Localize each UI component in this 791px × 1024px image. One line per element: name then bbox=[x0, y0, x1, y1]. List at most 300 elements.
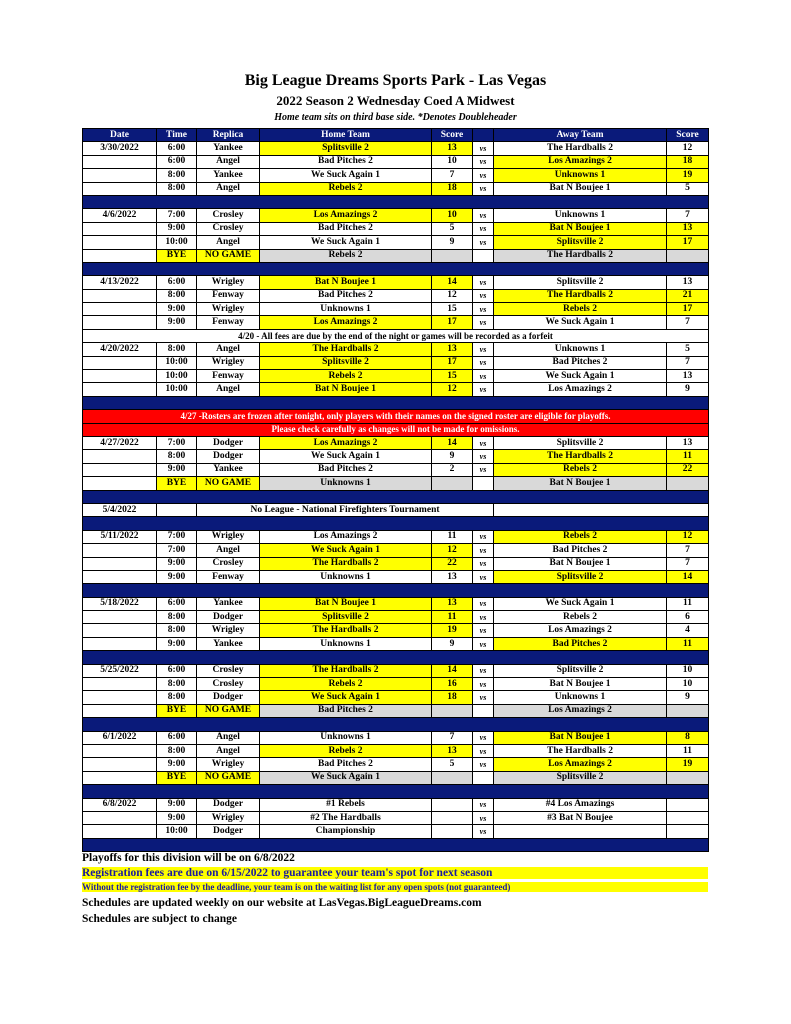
versus-label: vs bbox=[473, 169, 494, 182]
no-league-text: No League - National Firefighters Tournament bbox=[197, 503, 494, 516]
versus-label: vs bbox=[473, 637, 494, 650]
home-score: 14 bbox=[432, 664, 473, 677]
home-score: 7 bbox=[432, 731, 473, 744]
game-date: 3/30/2022 bbox=[83, 142, 157, 155]
versus-label: vs bbox=[473, 463, 494, 476]
home-score: 13 bbox=[432, 142, 473, 155]
away-score: 14 bbox=[667, 570, 709, 583]
page-title: Big League Dreams Sports Park - Las Vegas bbox=[244, 72, 547, 89]
home-team: Bat N Boujee 1 bbox=[260, 383, 432, 396]
game-date bbox=[83, 477, 157, 490]
away-score bbox=[667, 771, 709, 784]
schedule-table bbox=[82, 128, 709, 852]
roster-alert-row bbox=[83, 423, 709, 436]
versus-label: vs bbox=[473, 611, 494, 624]
home-team: Bat N Boujee 1 bbox=[260, 276, 432, 289]
game-time: 6:00 bbox=[157, 597, 197, 610]
home-team: Rebels 2 bbox=[260, 249, 432, 262]
column-header-vs bbox=[473, 129, 494, 142]
home-team: Rebels 2 bbox=[260, 744, 432, 757]
versus-label bbox=[473, 477, 494, 490]
field-name: Angel bbox=[197, 236, 260, 249]
versus-label: vs bbox=[473, 236, 494, 249]
game-row bbox=[83, 664, 709, 677]
away-score: 9 bbox=[667, 383, 709, 396]
game-time: 10:00 bbox=[157, 356, 197, 369]
home-score: 13 bbox=[432, 570, 473, 583]
away-score: 17 bbox=[667, 303, 709, 316]
versus-label: vs bbox=[473, 155, 494, 168]
field-name: Dodger bbox=[197, 611, 260, 624]
game-time: 9:00 bbox=[157, 570, 197, 583]
home-team: We Suck Again 1 bbox=[260, 544, 432, 557]
home-score bbox=[432, 249, 473, 262]
versus-label: vs bbox=[473, 825, 494, 838]
game-time: 7:00 bbox=[157, 436, 197, 449]
bye-label: BYE bbox=[157, 477, 197, 490]
game-row bbox=[83, 798, 709, 811]
away-score: 7 bbox=[667, 316, 709, 329]
field-name: Fenway bbox=[197, 316, 260, 329]
field-name: Angel bbox=[197, 744, 260, 757]
away-score: 19 bbox=[667, 758, 709, 771]
versus-label: vs bbox=[473, 303, 494, 316]
game-row bbox=[83, 343, 709, 356]
game-time: 10:00 bbox=[157, 370, 197, 383]
game-row bbox=[83, 731, 709, 744]
versus-label: vs bbox=[473, 450, 494, 463]
home-team: Bad Pitches 2 bbox=[260, 155, 432, 168]
away-team: Splitsville 2 bbox=[494, 276, 667, 289]
away-team: The Hardballs 2 bbox=[494, 249, 667, 262]
versus-label: vs bbox=[473, 570, 494, 583]
field-name: Dodger bbox=[197, 450, 260, 463]
field-name: Yankee bbox=[197, 142, 260, 155]
home-score: 2 bbox=[432, 463, 473, 476]
away-team: Splitsville 2 bbox=[494, 664, 667, 677]
home-score bbox=[432, 704, 473, 717]
versus-label: vs bbox=[473, 530, 494, 543]
home-score: 19 bbox=[432, 624, 473, 637]
away-score bbox=[667, 477, 709, 490]
game-date bbox=[83, 303, 157, 316]
column-header-home-team: Home Team bbox=[260, 129, 432, 142]
home-score: 15 bbox=[432, 303, 473, 316]
home-score: 5 bbox=[432, 758, 473, 771]
game-row bbox=[83, 570, 709, 583]
versus-label: vs bbox=[473, 289, 494, 302]
home-score: 13 bbox=[432, 597, 473, 610]
game-date bbox=[83, 463, 157, 476]
versus-label: vs bbox=[473, 356, 494, 369]
schedule-body bbox=[83, 142, 709, 852]
field-name: Wrigley bbox=[197, 624, 260, 637]
away-team: Bad Pitches 2 bbox=[494, 356, 667, 369]
game-time: 8:00 bbox=[157, 624, 197, 637]
away-team: Bad Pitches 2 bbox=[494, 544, 667, 557]
bye-row bbox=[83, 771, 709, 784]
game-row bbox=[83, 557, 709, 570]
home-team: Bad Pitches 2 bbox=[260, 463, 432, 476]
game-time: 6:00 bbox=[157, 664, 197, 677]
away-team: Splitsville 2 bbox=[494, 436, 667, 449]
game-date bbox=[83, 637, 157, 650]
week-separator bbox=[83, 718, 709, 731]
away-team: The Hardballs 2 bbox=[494, 289, 667, 302]
field-name: Angel bbox=[197, 343, 260, 356]
game-date bbox=[83, 249, 157, 262]
versus-label bbox=[473, 704, 494, 717]
away-team: The Hardballs 2 bbox=[494, 450, 667, 463]
separator-cell bbox=[83, 838, 709, 851]
game-time: 7:00 bbox=[157, 209, 197, 222]
week-separator bbox=[83, 651, 709, 664]
game-date bbox=[83, 611, 157, 624]
game-date bbox=[83, 182, 157, 195]
field-name: Angel bbox=[197, 383, 260, 396]
game-time: 8:00 bbox=[157, 169, 197, 182]
field-name: Fenway bbox=[197, 570, 260, 583]
field-name: Yankee bbox=[197, 169, 260, 182]
away-team: Unknowns 1 bbox=[494, 169, 667, 182]
week-separator bbox=[83, 262, 709, 275]
game-time: 8:00 bbox=[157, 182, 197, 195]
away-team: Los Amazings 2 bbox=[494, 624, 667, 637]
home-score: 22 bbox=[432, 557, 473, 570]
away-team: #3 Bat N Boujee bbox=[494, 811, 667, 824]
game-date bbox=[83, 704, 157, 717]
away-team: Bat N Boujee 1 bbox=[494, 182, 667, 195]
week-separator bbox=[83, 838, 709, 851]
home-team: Bad Pitches 2 bbox=[260, 704, 432, 717]
game-time: 8:00 bbox=[157, 611, 197, 624]
game-time: 9:00 bbox=[157, 316, 197, 329]
home-score: 9 bbox=[432, 637, 473, 650]
home-team: #1 Rebels bbox=[260, 798, 432, 811]
versus-label: vs bbox=[473, 691, 494, 704]
game-date bbox=[83, 811, 157, 824]
home-team: Los Amazings 2 bbox=[260, 209, 432, 222]
game-date: 4/13/2022 bbox=[83, 276, 157, 289]
away-score: 7 bbox=[667, 544, 709, 557]
field-name: Wrigley bbox=[197, 530, 260, 543]
no-league-row bbox=[83, 503, 709, 516]
game-time: 9:00 bbox=[157, 798, 197, 811]
home-score bbox=[432, 811, 473, 824]
away-score: 7 bbox=[667, 557, 709, 570]
away-score: 7 bbox=[667, 209, 709, 222]
separator-cell bbox=[83, 195, 709, 208]
versus-label: vs bbox=[473, 436, 494, 449]
game-row bbox=[83, 544, 709, 557]
versus-label: vs bbox=[473, 276, 494, 289]
away-score: 11 bbox=[667, 744, 709, 757]
field-name: Crosley bbox=[197, 664, 260, 677]
game-time: 9:00 bbox=[157, 811, 197, 824]
away-score: 12 bbox=[667, 142, 709, 155]
home-team: We Suck Again 1 bbox=[260, 771, 432, 784]
home-score: 14 bbox=[432, 276, 473, 289]
away-score: 17 bbox=[667, 236, 709, 249]
registration-notice: Registration fees are due on 6/15/2022 to guarantee your team's spot for next season bbox=[82, 867, 708, 879]
no-game-label: NO GAME bbox=[197, 249, 260, 262]
home-team: We Suck Again 1 bbox=[260, 169, 432, 182]
game-time: 9:00 bbox=[157, 222, 197, 235]
home-team: Bat N Boujee 1 bbox=[260, 597, 432, 610]
field-name: Wrigley bbox=[197, 758, 260, 771]
game-date bbox=[83, 691, 157, 704]
field-name: Fenway bbox=[197, 289, 260, 302]
waiting-list-notice: Without the registration fee by the deadline, your team is on the waiting list for any open spots (not guaranteed) bbox=[82, 882, 708, 892]
away-team: Unknowns 1 bbox=[494, 209, 667, 222]
change-notice: Schedules are subject to change bbox=[82, 913, 238, 925]
away-score: 8 bbox=[667, 731, 709, 744]
home-score: 11 bbox=[432, 611, 473, 624]
game-time: 7:00 bbox=[157, 544, 197, 557]
game-time: 10:00 bbox=[157, 383, 197, 396]
game-date bbox=[83, 758, 157, 771]
home-score: 5 bbox=[432, 222, 473, 235]
alert-text: Please check carefully as changes will not be made for omissions. bbox=[83, 423, 709, 436]
home-score: 9 bbox=[432, 450, 473, 463]
week-separator bbox=[83, 785, 709, 798]
game-date: 5/4/2022 bbox=[83, 503, 157, 516]
separator-cell bbox=[83, 785, 709, 798]
separator-cell bbox=[83, 262, 709, 275]
versus-label: vs bbox=[473, 316, 494, 329]
away-score: 13 bbox=[667, 436, 709, 449]
home-team: Championship bbox=[260, 825, 432, 838]
away-team: Rebels 2 bbox=[494, 303, 667, 316]
game-row bbox=[83, 463, 709, 476]
away-score: 11 bbox=[667, 597, 709, 610]
game-row bbox=[83, 155, 709, 168]
home-score: 12 bbox=[432, 544, 473, 557]
alert-text: 4/27 -Rosters are frozen after tonight, only players with their names on the signed roster are eligible for playoffs. bbox=[83, 410, 709, 423]
field-name: Angel bbox=[197, 731, 260, 744]
game-row bbox=[83, 436, 709, 449]
away-team: Los Amazings 2 bbox=[494, 758, 667, 771]
away-score: 4 bbox=[667, 624, 709, 637]
game-date bbox=[83, 825, 157, 838]
away-score bbox=[667, 249, 709, 262]
game-time: 8:00 bbox=[157, 289, 197, 302]
home-team: The Hardballs 2 bbox=[260, 664, 432, 677]
away-team: We Suck Again 1 bbox=[494, 597, 667, 610]
game-row bbox=[83, 744, 709, 757]
versus-label: vs bbox=[473, 142, 494, 155]
game-date bbox=[83, 356, 157, 369]
away-team: We Suck Again 1 bbox=[494, 316, 667, 329]
week-separator bbox=[83, 584, 709, 597]
away-score: 12 bbox=[667, 530, 709, 543]
versus-label: vs bbox=[473, 678, 494, 691]
field-name: Fenway bbox=[197, 370, 260, 383]
away-team: Unknowns 1 bbox=[494, 691, 667, 704]
versus-label: vs bbox=[473, 182, 494, 195]
away-score: 6 bbox=[667, 611, 709, 624]
game-row bbox=[83, 316, 709, 329]
versus-label: vs bbox=[473, 597, 494, 610]
game-date: 5/18/2022 bbox=[83, 597, 157, 610]
game-row bbox=[83, 530, 709, 543]
game-date bbox=[83, 383, 157, 396]
empty-cell bbox=[157, 503, 197, 516]
game-date bbox=[83, 316, 157, 329]
home-team: Bad Pitches 2 bbox=[260, 758, 432, 771]
field-name: Dodger bbox=[197, 798, 260, 811]
game-row bbox=[83, 222, 709, 235]
field-name: Wrigley bbox=[197, 356, 260, 369]
away-team: Bat N Boujee 1 bbox=[494, 557, 667, 570]
game-date bbox=[83, 678, 157, 691]
game-time: 8:00 bbox=[157, 691, 197, 704]
game-date bbox=[83, 169, 157, 182]
versus-label: vs bbox=[473, 209, 494, 222]
home-team: We Suck Again 1 bbox=[260, 236, 432, 249]
game-date bbox=[83, 236, 157, 249]
field-name: Dodger bbox=[197, 436, 260, 449]
field-name: Dodger bbox=[197, 825, 260, 838]
bye-row bbox=[83, 704, 709, 717]
column-header-replica: Replica bbox=[197, 129, 260, 142]
versus-label: vs bbox=[473, 664, 494, 677]
away-score: 13 bbox=[667, 276, 709, 289]
separator-cell bbox=[83, 490, 709, 503]
game-row bbox=[83, 303, 709, 316]
game-row bbox=[83, 182, 709, 195]
home-team: Rebels 2 bbox=[260, 370, 432, 383]
home-team: Los Amazings 2 bbox=[260, 436, 432, 449]
game-time: 8:00 bbox=[157, 678, 197, 691]
game-row bbox=[83, 289, 709, 302]
home-score: 10 bbox=[432, 209, 473, 222]
game-date bbox=[83, 450, 157, 463]
game-date bbox=[83, 570, 157, 583]
game-date bbox=[83, 544, 157, 557]
away-score: 5 bbox=[667, 182, 709, 195]
away-team: Rebels 2 bbox=[494, 611, 667, 624]
away-score: 19 bbox=[667, 169, 709, 182]
away-team: The Hardballs 2 bbox=[494, 744, 667, 757]
field-name: Wrigley bbox=[197, 811, 260, 824]
table-header-row bbox=[83, 129, 709, 142]
separator-cell bbox=[83, 396, 709, 409]
game-time: 9:00 bbox=[157, 303, 197, 316]
separator-cell bbox=[83, 584, 709, 597]
home-team: Unknowns 1 bbox=[260, 570, 432, 583]
no-game-label: NO GAME bbox=[197, 477, 260, 490]
home-score: 15 bbox=[432, 370, 473, 383]
away-team: Splitsville 2 bbox=[494, 236, 667, 249]
roster-alert-row bbox=[83, 410, 709, 423]
game-time: 9:00 bbox=[157, 463, 197, 476]
game-time: 9:00 bbox=[157, 637, 197, 650]
home-team: We Suck Again 1 bbox=[260, 691, 432, 704]
game-row bbox=[83, 825, 709, 838]
game-time: 8:00 bbox=[157, 450, 197, 463]
home-score: 12 bbox=[432, 289, 473, 302]
fee-notice-row bbox=[83, 329, 709, 342]
empty-cell bbox=[494, 503, 709, 516]
home-score bbox=[432, 825, 473, 838]
away-score bbox=[667, 798, 709, 811]
game-time: 6:00 bbox=[157, 155, 197, 168]
field-name: Angel bbox=[197, 155, 260, 168]
notice-text: 4/20 - All fees are due by the end of the night or games will be recorded as a forfeit bbox=[83, 329, 709, 342]
home-team: Splitsville 2 bbox=[260, 611, 432, 624]
versus-label bbox=[473, 249, 494, 262]
home-team: Unknowns 1 bbox=[260, 731, 432, 744]
away-team: Bat N Boujee 1 bbox=[494, 731, 667, 744]
versus-label: vs bbox=[473, 798, 494, 811]
game-date: 5/25/2022 bbox=[83, 664, 157, 677]
away-team: Los Amazings 2 bbox=[494, 383, 667, 396]
away-team: Splitsville 2 bbox=[494, 570, 667, 583]
away-score bbox=[667, 825, 709, 838]
versus-label: vs bbox=[473, 383, 494, 396]
week-separator bbox=[83, 396, 709, 409]
home-score: 14 bbox=[432, 436, 473, 449]
week-separator bbox=[83, 195, 709, 208]
home-score: 12 bbox=[432, 383, 473, 396]
home-team: Rebels 2 bbox=[260, 182, 432, 195]
away-score: 9 bbox=[667, 691, 709, 704]
game-row bbox=[83, 450, 709, 463]
field-name: Yankee bbox=[197, 637, 260, 650]
game-date bbox=[83, 624, 157, 637]
home-team: The Hardballs 2 bbox=[260, 624, 432, 637]
home-team: The Hardballs 2 bbox=[260, 343, 432, 356]
home-team: #2 The Hardballs bbox=[260, 811, 432, 824]
home-team: Unknowns 1 bbox=[260, 303, 432, 316]
bye-row bbox=[83, 477, 709, 490]
game-row bbox=[83, 758, 709, 771]
website-notice: Schedules are updated weekly on our website at LasVegas.BigLeagueDreams.com bbox=[82, 897, 482, 909]
versus-label: vs bbox=[473, 744, 494, 757]
no-game-label: NO GAME bbox=[197, 771, 260, 784]
no-game-label: NO GAME bbox=[197, 704, 260, 717]
game-time: 9:00 bbox=[157, 758, 197, 771]
page-note: Home team sits on third base side. *Denotes Doubleheader bbox=[274, 112, 517, 123]
versus-label: vs bbox=[473, 758, 494, 771]
week-separator bbox=[83, 517, 709, 530]
home-score: 9 bbox=[432, 236, 473, 249]
home-score: 11 bbox=[432, 530, 473, 543]
home-score: 13 bbox=[432, 343, 473, 356]
away-team: We Suck Again 1 bbox=[494, 370, 667, 383]
versus-label: vs bbox=[473, 624, 494, 637]
home-score: 16 bbox=[432, 678, 473, 691]
column-header-away-score: Score bbox=[667, 129, 709, 142]
game-time: 6:00 bbox=[157, 142, 197, 155]
column-header-home-score: Score bbox=[432, 129, 473, 142]
game-row bbox=[83, 624, 709, 637]
home-score: 10 bbox=[432, 155, 473, 168]
game-time: 8:00 bbox=[157, 744, 197, 757]
separator-cell bbox=[83, 718, 709, 731]
away-team: Rebels 2 bbox=[494, 463, 667, 476]
home-team: We Suck Again 1 bbox=[260, 450, 432, 463]
bye-label: BYE bbox=[157, 704, 197, 717]
game-row bbox=[83, 142, 709, 155]
away-team: Bat N Boujee 1 bbox=[494, 222, 667, 235]
away-team: Bad Pitches 2 bbox=[494, 637, 667, 650]
field-name: Yankee bbox=[197, 463, 260, 476]
bye-row bbox=[83, 249, 709, 262]
field-name: Crosley bbox=[197, 557, 260, 570]
game-time: 7:00 bbox=[157, 530, 197, 543]
